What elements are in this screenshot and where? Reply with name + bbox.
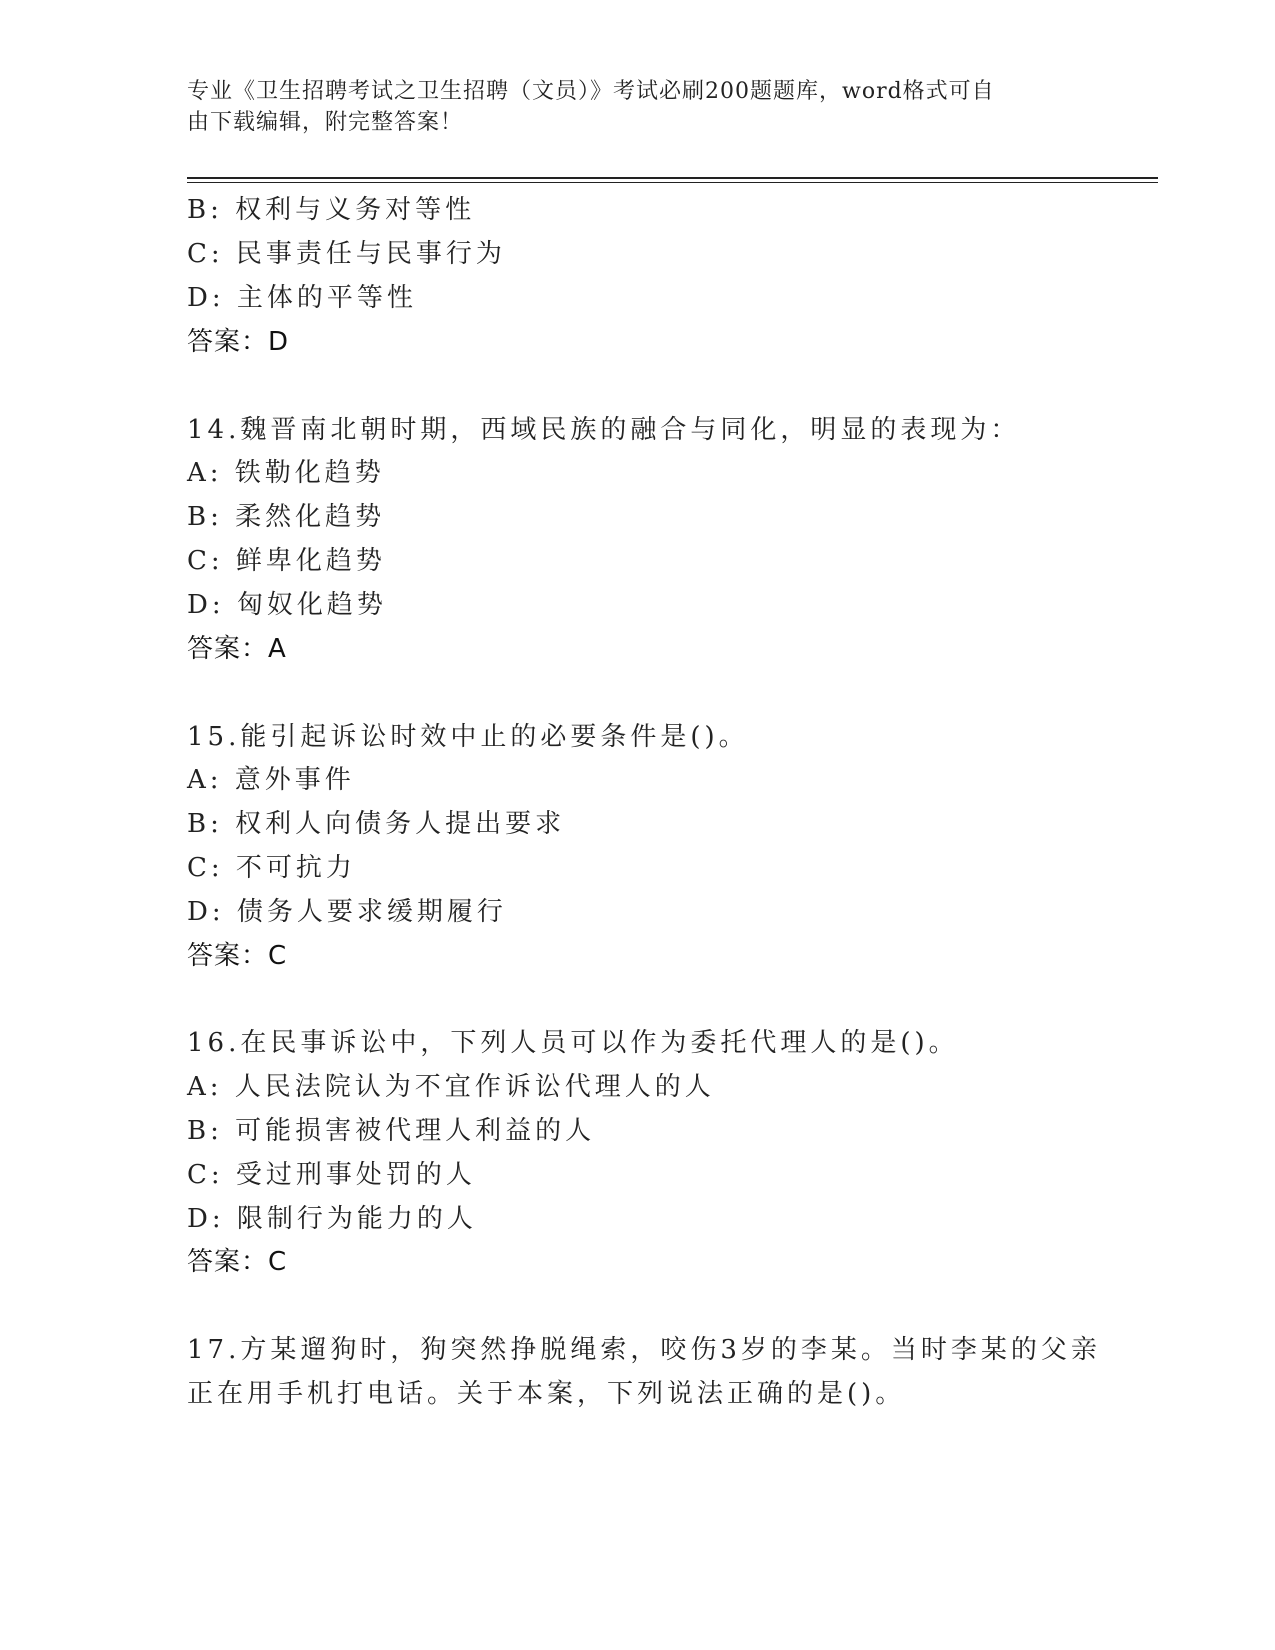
header-line-2: 由下载编辑，附完整答案！ <box>187 110 464 135</box>
header-divider-thick <box>187 177 1158 179</box>
q17-stem-line-1: 17.方某遛狗时，狗突然挣脱绳索，咬伤3岁的李某。当时李某的父亲 <box>187 1335 1101 1365</box>
q13-option-b: B: 权利与义务对等性 <box>187 195 476 225</box>
q13-answer: 答案：D <box>187 327 290 357</box>
q17-stem-line-2: 正在用手机打电话。关于本案，下列说法正确的是()。 <box>187 1379 906 1409</box>
q14-answer: 答案：A <box>187 634 287 664</box>
q15-stem: 15.能引起诉讼时效中止的必要条件是()。 <box>187 722 749 752</box>
header-divider-thin <box>187 182 1158 183</box>
q14-stem: 14.魏晋南北朝时期，西域民族的融合与同化，明显的表现为： <box>187 415 1021 445</box>
q15-answer: 答案：C <box>187 941 288 971</box>
q15-option-b: B: 权利人向债务人提出要求 <box>187 809 566 839</box>
document-header <box>187 76 1067 138</box>
q14-option-b: B: 柔然化趋势 <box>187 502 386 532</box>
q14-option-a: A: 铁勒化趋势 <box>187 458 385 488</box>
q16-option-a: A: 人民法院认为不宜作诉讼代理人的人 <box>187 1072 715 1102</box>
q15-option-a: A: 意外事件 <box>187 765 355 795</box>
q13-option-d: D: 主体的平等性 <box>187 283 417 313</box>
q16-answer: 答案：C <box>187 1247 288 1277</box>
header-line-1: 专业《卫生招聘考试之卫生招聘（文员）》考试必刷200题题库，word格式可自 <box>187 79 995 104</box>
q15-option-c: C: 不可抗力 <box>187 853 356 883</box>
q16-stem: 16.在民事诉讼中，下列人员可以作为委托代理人的是()。 <box>187 1028 959 1058</box>
q15-option-d: D: 债务人要求缓期履行 <box>187 897 507 927</box>
q16-option-d: D: 限制行为能力的人 <box>187 1204 477 1234</box>
q14-option-c: C: 鲜卑化趋势 <box>187 546 386 576</box>
q13-option-c: C: 民事责任与民事行为 <box>187 239 506 269</box>
q14-option-d: D: 匈奴化趋势 <box>187 590 387 620</box>
q16-option-c: C: 受过刑事处罚的人 <box>187 1160 476 1190</box>
q16-option-b: B: 可能损害被代理人利益的人 <box>187 1116 596 1146</box>
